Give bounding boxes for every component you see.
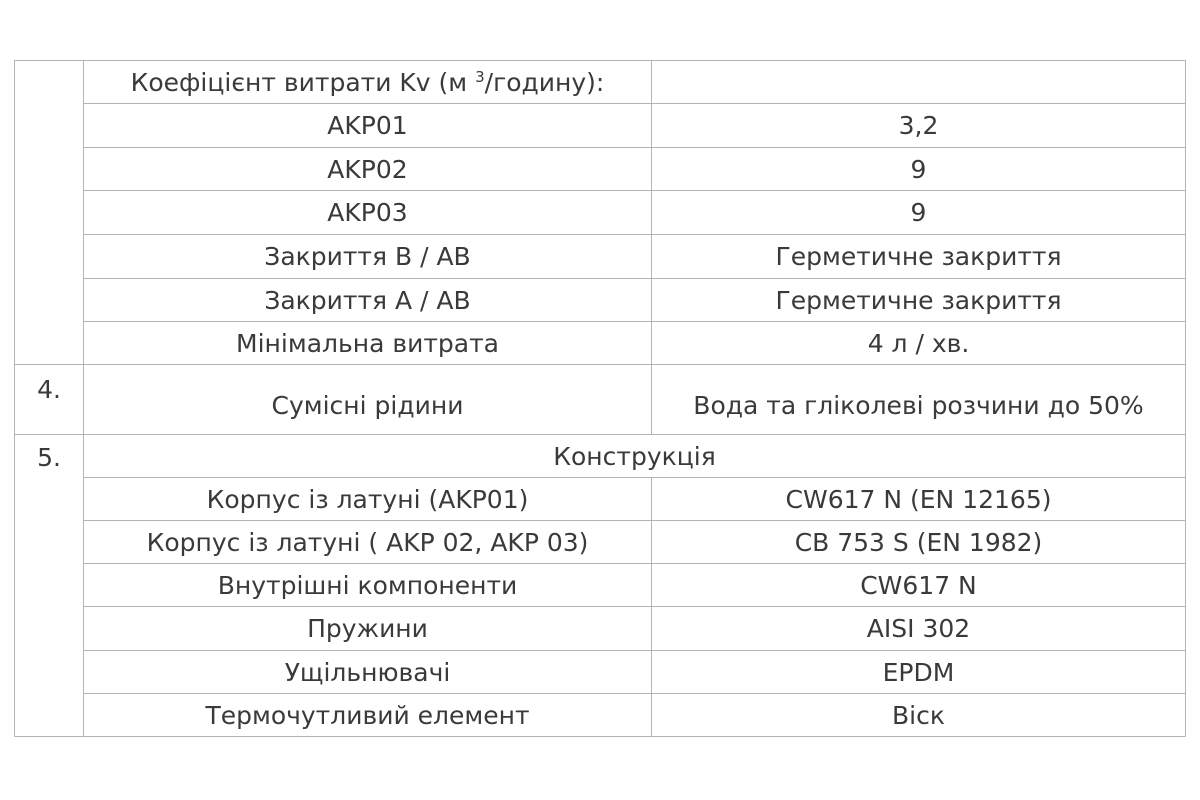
row-label: Пружини — [84, 607, 652, 651]
table-row — [15, 564, 1186, 607]
compatible-fluids-value: Вода та гліколеві розчини до 50% — [652, 365, 1186, 435]
row-value: 9 — [652, 148, 1186, 191]
row-value: Герметичне закриття — [652, 235, 1186, 279]
table-row — [15, 104, 1186, 148]
row-value: AISI 302 — [652, 607, 1186, 651]
construction-heading: Конструкція — [84, 435, 1186, 478]
row-label: Внутрішні компоненти — [84, 564, 652, 607]
row-value: 3,2 — [652, 104, 1186, 148]
row-label: Корпус із латуні (AKP01) — [84, 478, 652, 521]
row-value: 4 л / хв. — [652, 322, 1186, 365]
table-row — [15, 365, 1186, 435]
table-row — [15, 521, 1186, 564]
table-row — [15, 478, 1186, 521]
row-label: Закриття А / АВ — [84, 279, 652, 322]
row-label: Корпус із латуні ( AKP 02, AKP 03) — [84, 521, 652, 564]
table-row — [15, 279, 1186, 322]
table-row — [15, 61, 1186, 104]
row-value: Герметичне закриття — [652, 279, 1186, 322]
row-number-cell — [15, 435, 84, 737]
table-row — [15, 322, 1186, 365]
table-row — [15, 607, 1186, 651]
table-row — [15, 651, 1186, 694]
row-label: Закриття В / АВ — [84, 235, 652, 279]
row-value: EPDM — [652, 651, 1186, 694]
table-row — [15, 694, 1186, 737]
row-number: 4. — [37, 375, 61, 404]
row-number-cell — [15, 61, 84, 365]
row-label: AKP02 — [84, 148, 652, 191]
row-value: CB 753 S (EN 1982) — [652, 521, 1186, 564]
compatible-fluids-label: Сумісні рідини — [84, 365, 652, 435]
row-value: Віск — [652, 694, 1186, 737]
row-value: CW617 N (EN 12165) — [652, 478, 1186, 521]
specifications-table — [14, 60, 1186, 737]
table-row — [15, 235, 1186, 279]
row-label: AKP03 — [84, 191, 652, 235]
table-row — [15, 191, 1186, 235]
table-row — [15, 148, 1186, 191]
row-number-cell — [15, 365, 84, 435]
row-value: CW617 N — [652, 564, 1186, 607]
row-value: 9 — [652, 191, 1186, 235]
flow-coefficient-label: Коефіцієнт витрати Kv (м $^3$/годину): — [84, 61, 652, 104]
row-label: Термочутливий елемент — [84, 694, 652, 737]
row-label: Мінімальна витрата — [84, 322, 652, 365]
table-row — [15, 435, 1186, 478]
flow-coefficient-value — [652, 61, 1186, 104]
row-number: 5. — [37, 443, 61, 472]
row-label: Ущільнювачі — [84, 651, 652, 694]
row-label: AKP01 — [84, 104, 652, 148]
